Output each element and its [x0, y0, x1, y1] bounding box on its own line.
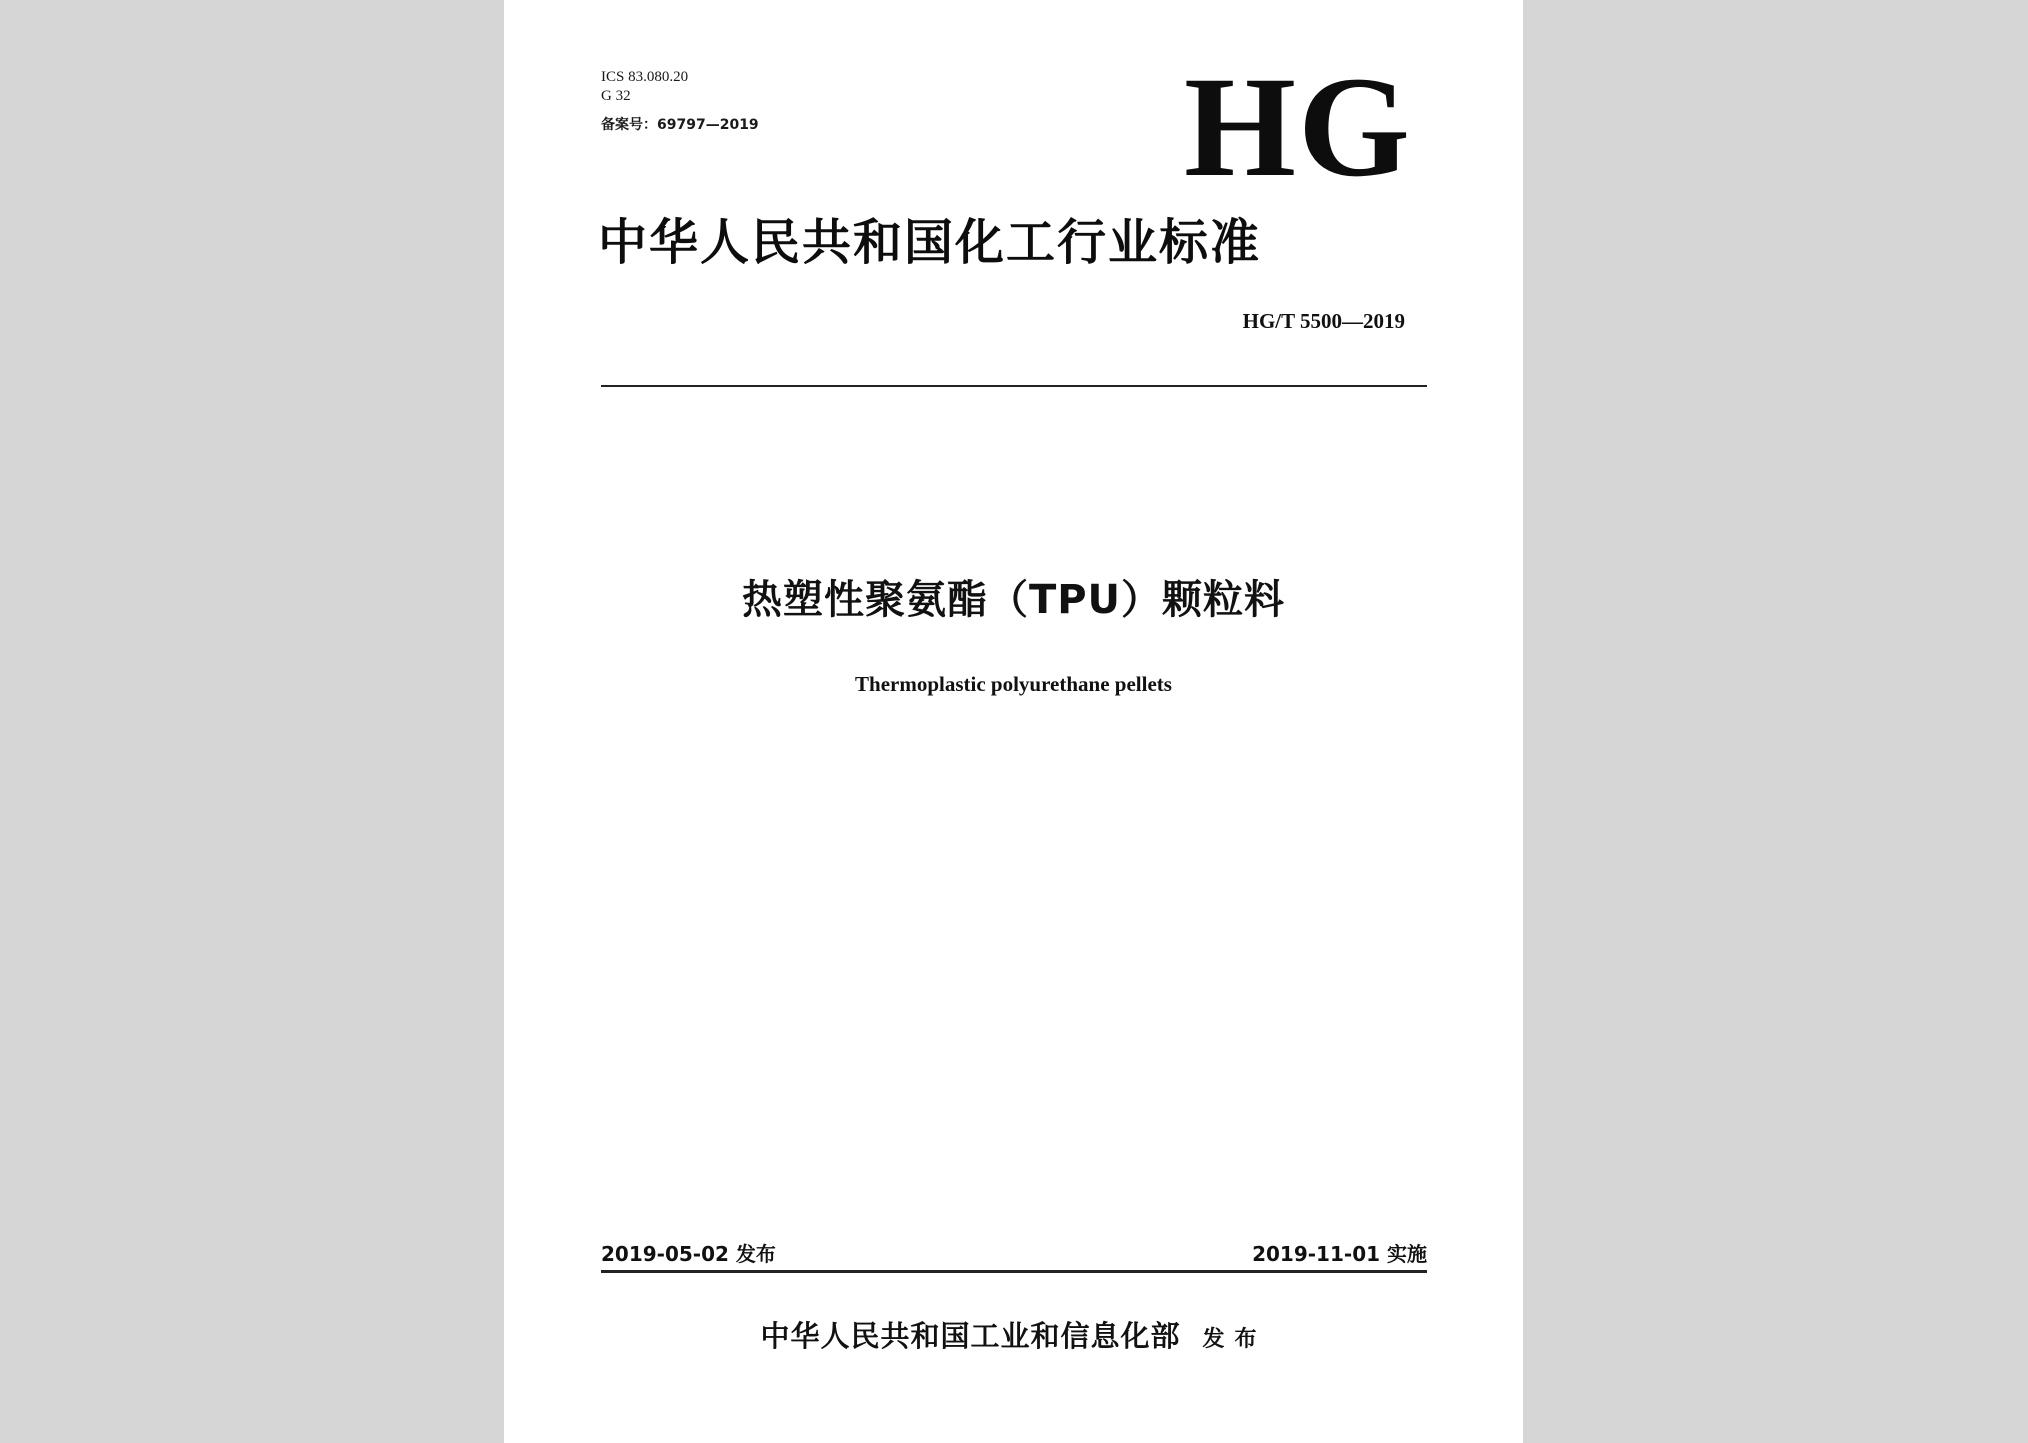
top-divider [601, 385, 1427, 387]
record-number: 备案号：69797—2019 [601, 117, 759, 133]
document-page [504, 0, 1523, 1443]
issue-date: 2019-05-02 发布 [601, 1242, 776, 1266]
publisher-suffix: 发布 [1202, 1326, 1267, 1352]
document-title-en: Thermoplastic polyurethane pellets [855, 672, 1172, 696]
document-title-cn: 热塑性聚氨酯（TPU）颗粒料 [741, 577, 1286, 623]
bottom-divider [601, 1270, 1427, 1273]
publisher [504, 1316, 1523, 1359]
classification-code: G 32 [601, 88, 631, 104]
publisher-name: 中华人民共和国工业和信息化部 [760, 1319, 1181, 1353]
standard-title: 中华人民共和国化工行业标准 [598, 213, 1262, 271]
standard-number: HG/T 5500—2019 [1242, 309, 1405, 333]
ics-code: ICS 83.080.20 [601, 69, 689, 85]
effective-date: 2019-11-01 实施 [1252, 1242, 1427, 1266]
hg-logo: HG [1184, 48, 1413, 207]
